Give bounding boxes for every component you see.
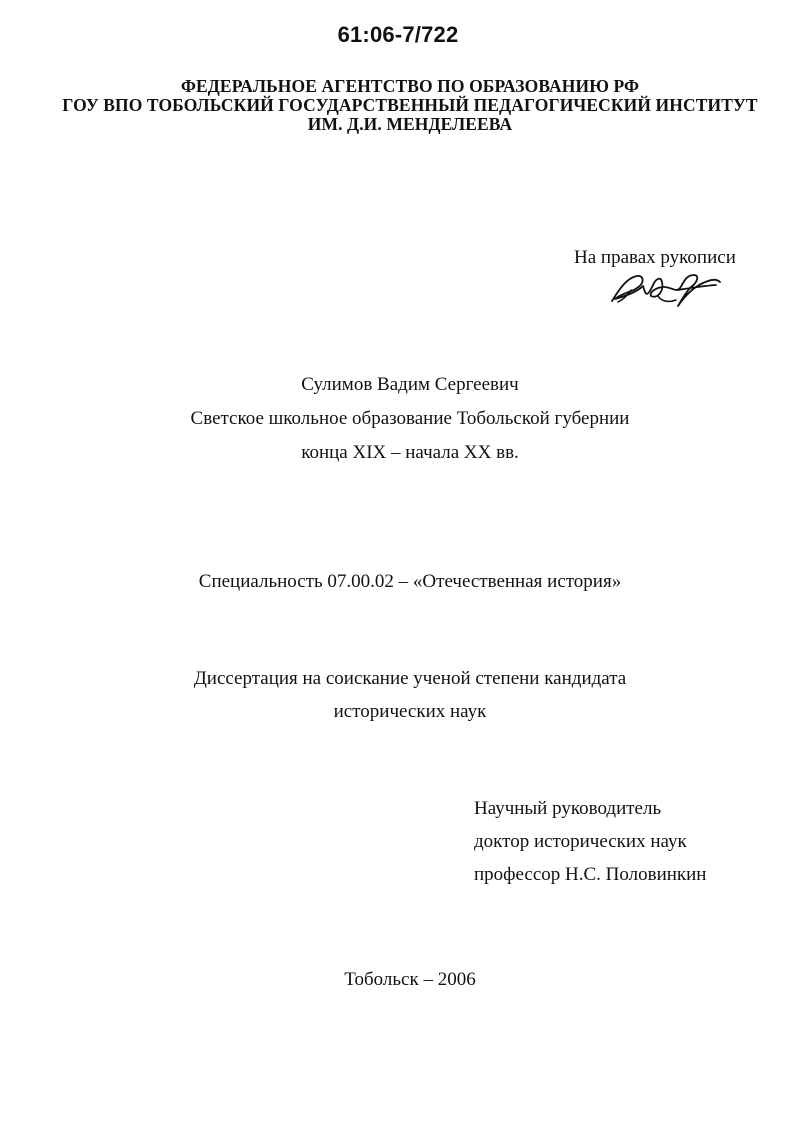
organization-line-3: ИМ. Д.И. МЕНДЕЛЕЕВА [307,114,513,134]
degree-line-2: исторических наук [333,701,487,722]
manuscript-rights-note: На правах рукописи [574,247,736,268]
dissertation-title-line-2: конца XIX – начала XX вв. [301,442,519,463]
supervisor-degree: доктор исторических наук [474,831,687,852]
organization-line-1: ФЕДЕРАЛЬНОЕ АГЕНТСТВО ПО ОБРАЗОВАНИЮ РФ [180,76,640,96]
dissertation-title-line-1: Светское школьное образование Тобольской губернии [190,408,630,429]
handwritten-signature [606,268,724,310]
organization-line-2: ГОУ ВПО ТОБОЛЬСКИЙ ГОСУДАРСТВЕННЫЙ ПЕДАГОГИЧЕСКИЙ ИНСТИТУТ [62,95,758,115]
supervisor-title: Научный руководитель [474,798,662,819]
archive-code: 61:06-7/722 [337,22,459,47]
city-year: Тобольск – 2006 [344,969,476,990]
author-name: Сулимов Вадим Сергеевич [301,374,519,395]
supervisor-name: профессор Н.С. Половинкин [474,864,707,885]
degree-line-1: Диссертация на соискание ученой степени кандидата [193,668,627,689]
specialty-line: Специальность 07.00.02 – «Отечественная история» [198,571,622,592]
